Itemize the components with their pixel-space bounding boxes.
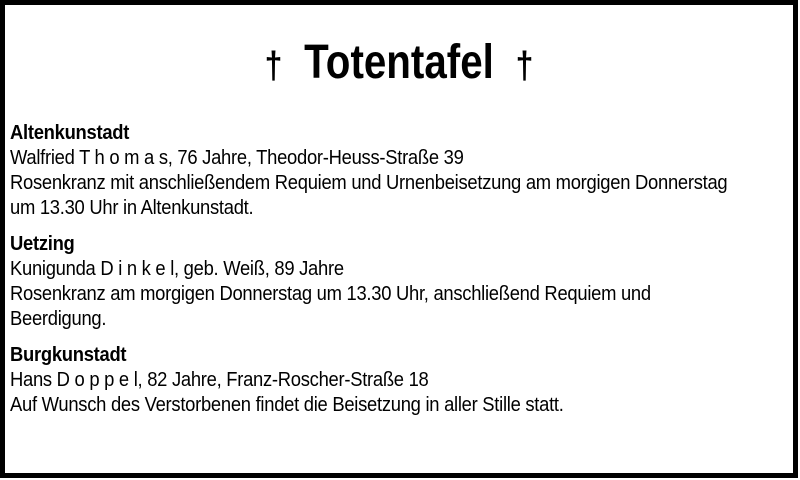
notice-line: Hans D o p p e l, 82 Jahre, Franz-Roscher-Straße 18: [10, 369, 429, 391]
notice-line: Kunigunda D i n k e l, geb. Weiß, 89 Jahre: [10, 258, 344, 280]
notice-line: Rosenkranz am morgigen Donnerstag um 13.30 Uhr, anschließend Requiem und: [10, 283, 651, 305]
latin-cross-icon: †: [515, 45, 534, 87]
notice-line: Walfried T h o m a s, 76 Jahre, Theodor-Heuss-Straße 39: [10, 147, 464, 169]
section-burgkunstadt: [10, 343, 793, 418]
latin-cross-icon: †: [264, 45, 283, 87]
section-uetzing: [10, 232, 793, 332]
page-title: [68, 38, 730, 91]
section-altenkunstadt: [10, 121, 793, 221]
notice-content: [5, 121, 793, 418]
notice-line: um 13.30 Uhr in Altenkunstadt.: [10, 197, 254, 219]
death-notice-page: [5, 5, 793, 473]
section-heading: Burgkunstadt: [10, 344, 127, 366]
notice-line: Rosenkranz mit anschließendem Requiem und Urnenbeisetzung am morgigen Donnerstag: [10, 172, 728, 194]
notice-line: Auf Wunsch des Verstorbenen findet die Beisetzung in aller Stille statt.: [10, 394, 564, 416]
notice-line: Beerdigung.: [10, 308, 107, 330]
page-title-text: Totentafel: [304, 36, 494, 89]
section-heading: Altenkunstadt: [10, 122, 130, 144]
section-heading: Uetzing: [10, 233, 75, 255]
